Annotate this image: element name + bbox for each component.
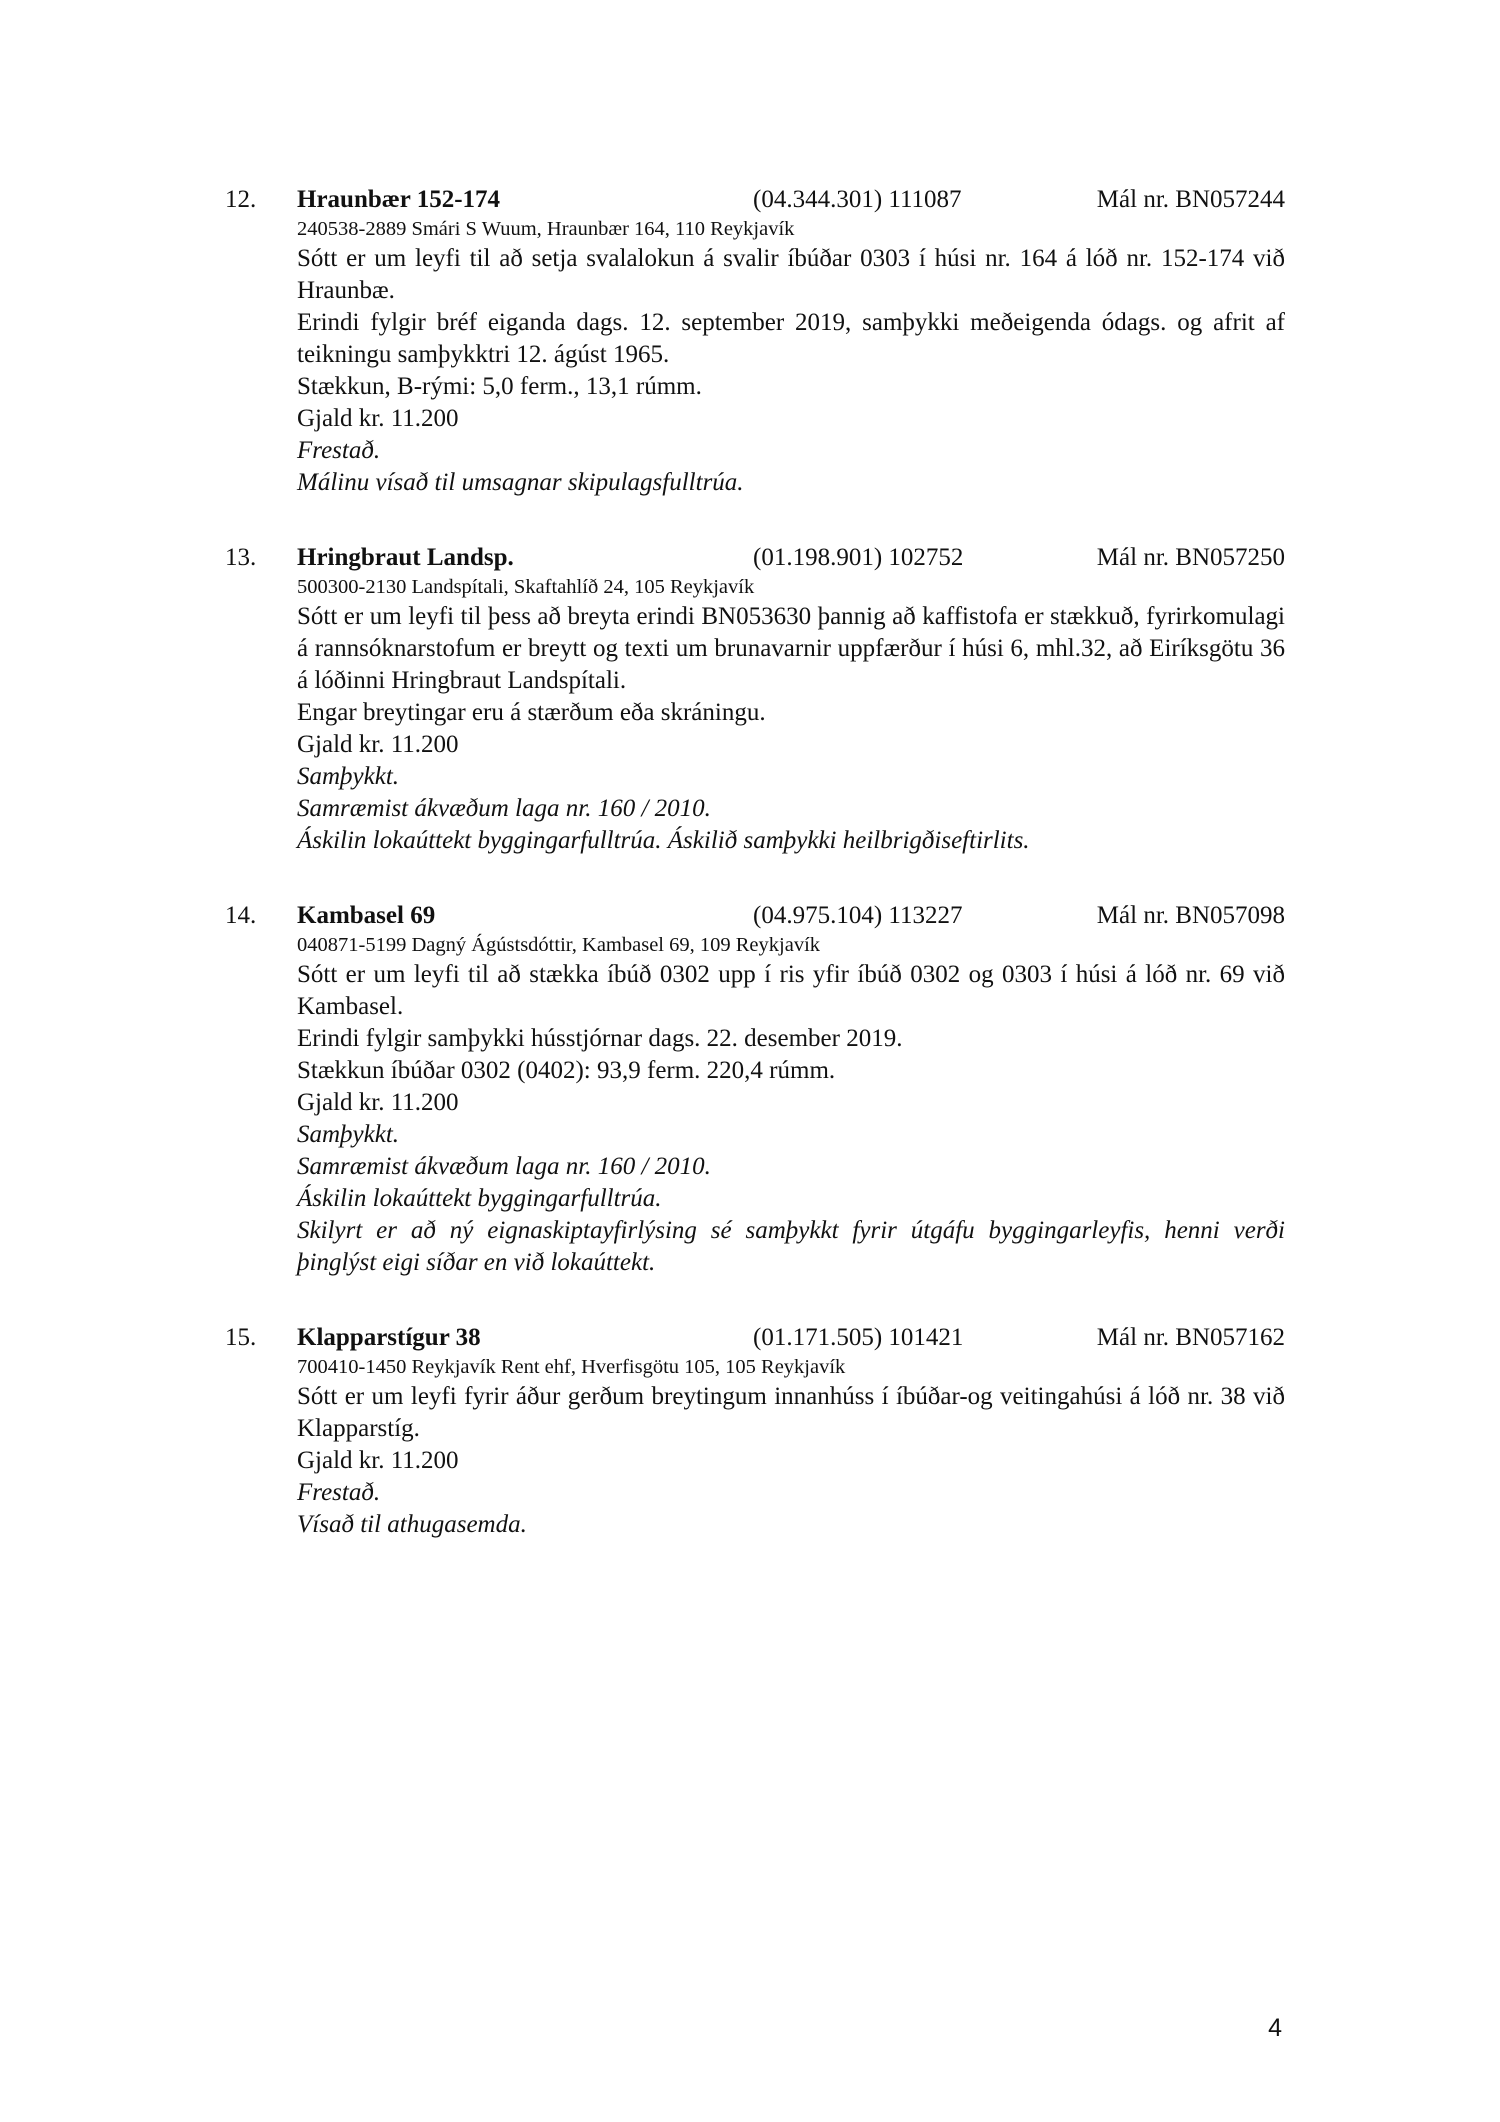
case-paragraph: Sótt er um leyfi fyrir áður gerðum breytingum innanhúss í íbúðar-og veitingahúsi á lóð nr. 38 við Klapparstíg. (297, 1383, 1285, 1442)
case-decision: Skilyrt er að ný eignaskiptayfirlýsing sé samþykkt fyrir útgáfu byggingarleyfis, henni verði þinglýst eigi síðar en við lokaúttekt. (297, 1217, 1285, 1276)
case-index: 13. (225, 544, 257, 571)
case-decision: Samþykkt. (297, 1121, 400, 1148)
case-decision: Samræmist ákvæðum laga nr. 160 / 2010. (297, 795, 711, 822)
case-fee: Gjald kr. 11.200 (297, 405, 459, 432)
case-entry (225, 184, 1285, 499)
case-reference: (04.344.301) 111087 (753, 186, 962, 213)
case-title: Klapparstígur 38 (297, 1324, 481, 1351)
case-entry (225, 1322, 1285, 1541)
case-body (297, 1354, 1285, 1541)
case-body (297, 574, 1285, 857)
case-header (225, 184, 1285, 216)
case-reference: (04.975.104) 113227 (753, 902, 963, 929)
case-applicant: 700410-1450 Reykjavík Rent ehf, Hverfisgötu 105, 105 Reykjavík (297, 1356, 846, 1378)
case-applicant: 500300-2130 Landspítali, Skaftahlíð 24, 105 Reykjavík (297, 576, 755, 598)
case-paragraph: Stækkun íbúðar 0302 (0402): 93,9 ferm. 220,4 rúmm. (297, 1057, 836, 1084)
case-decision: Vísað til athugasemda. (297, 1511, 527, 1538)
case-number: Mál nr. BN057098 (1096, 902, 1285, 929)
case-index: 12. (225, 186, 257, 213)
case-paragraph: Stækkun, B-rými: 5,0 ferm., 13,1 rúmm. (297, 373, 702, 400)
case-fee: Gjald kr. 11.200 (297, 1447, 459, 1474)
case-paragraph: Erindi fylgir bréf eiganda dags. 12. september 2019, samþykki meðeigenda ódags. og afrit af teikningu samþykktri 12. ágúst 1965. (297, 309, 1285, 368)
case-decision: Málinu vísað til umsagnar skipulagsfulltrúa. (297, 469, 744, 496)
case-number: Mál nr. BN057250 (1096, 544, 1285, 571)
case-entry (225, 900, 1285, 1279)
case-title: Kambasel 69 (297, 902, 436, 929)
case-number: Mál nr. BN057162 (1096, 1324, 1285, 1351)
case-entry (225, 542, 1285, 857)
case-fee: Gjald kr. 11.200 (297, 1089, 459, 1116)
case-decision: Frestað. (297, 1479, 381, 1506)
case-paragraph: Engar breytingar eru á stærðum eða skráningu. (297, 699, 766, 726)
case-fee: Gjald kr. 11.200 (297, 731, 459, 758)
case-index: 15. (225, 1324, 257, 1351)
case-reference: (01.198.901) 102752 (753, 544, 964, 571)
case-body (297, 216, 1285, 499)
case-decision: Frestað. (297, 437, 381, 464)
document-body (225, 184, 1285, 1584)
case-body (297, 932, 1285, 1279)
case-number: Mál nr. BN057244 (1096, 186, 1285, 213)
case-paragraph: Sótt er um leyfi til að setja svalalokun á svalir íbúðar 0303 í húsi nr. 164 á lóð nr. 152-174 við Hraunbæ. (297, 245, 1285, 304)
case-applicant: 040871-5199 Dagný Ágústsdóttir, Kambasel 69, 109 Reykjavík (297, 934, 821, 956)
case-index: 14. (225, 902, 257, 929)
case-title: Hringbraut Landsp. (297, 544, 514, 571)
case-decision: Samþykkt. (297, 763, 400, 790)
page-number: 4 (1268, 2014, 1282, 2042)
case-decision: Áskilin lokaúttekt byggingarfulltrúa. Áskilið samþykki heilbrigðiseftirlits. (297, 827, 1030, 854)
case-header (225, 900, 1285, 932)
case-header (225, 542, 1285, 574)
case-decision: Samræmist ákvæðum laga nr. 160 / 2010. (297, 1153, 711, 1180)
case-title: Hraunbær 152-174 (297, 186, 501, 213)
case-decision: Áskilin lokaúttekt byggingarfulltrúa. (297, 1185, 662, 1212)
case-paragraph: Sótt er um leyfi til þess að breyta erindi BN053630 þannig að kaffistofa er stækkuð, fyrirkomulagi á rannsóknarstofum er breytt og texti um brunavarnir uppfærður í húsi 6, mhl.32, að Eiríksgötu 36 á lóðinni Hringbraut Landspítali. (297, 603, 1285, 694)
case-paragraph: Sótt er um leyfi til að stækka íbúð 0302 upp í ris yfir íbúð 0302 og 0303 í húsi á lóð nr. 69 við Kambasel. (297, 961, 1285, 1020)
case-applicant: 240538-2889 Smári S Wuum, Hraunbær 164, 110 Reykjavík (297, 218, 795, 240)
case-reference: (01.171.505) 101421 (753, 1324, 964, 1351)
case-paragraph: Erindi fylgir samþykki hússtjórnar dags. 22. desember 2019. (297, 1025, 903, 1052)
case-header (225, 1322, 1285, 1354)
